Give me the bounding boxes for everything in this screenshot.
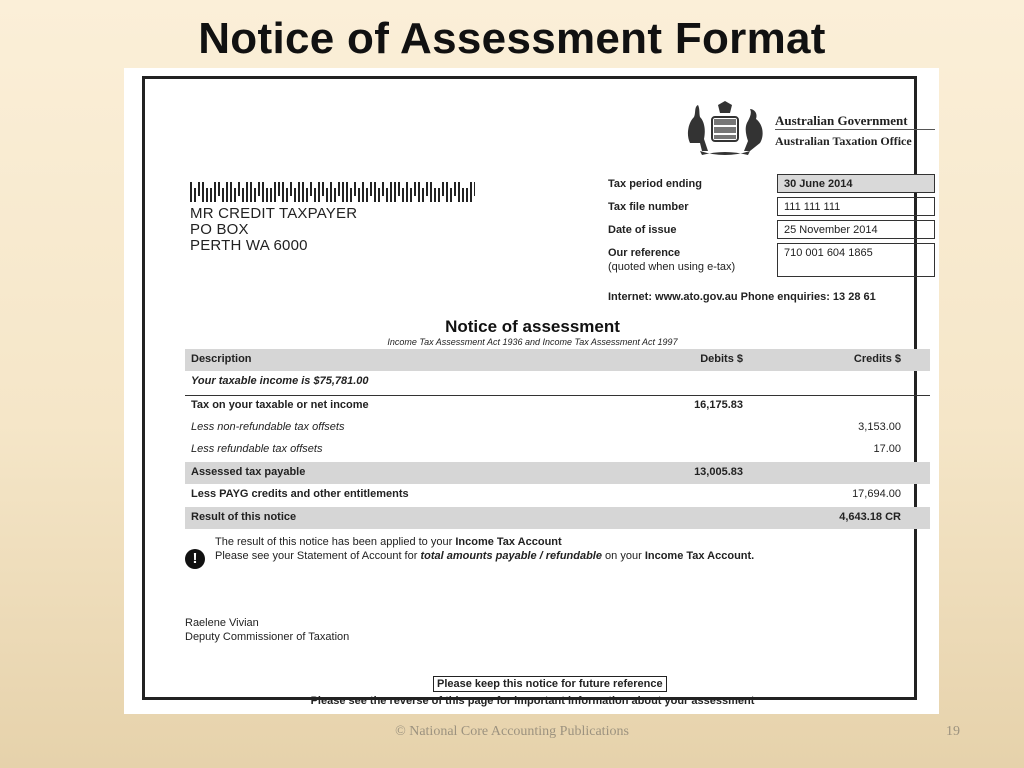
table-row — [185, 417, 930, 439]
notice-document — [142, 76, 917, 707]
notice-document-image — [124, 68, 939, 714]
table-row — [185, 395, 930, 417]
row-debit: 13,005.83 — [694, 466, 743, 478]
date-label: Date of issue — [608, 224, 677, 236]
ato-line: Australian Taxation Office — [775, 134, 912, 148]
table-row — [185, 484, 930, 506]
slide-title: Notice of Assessment Format — [198, 14, 826, 63]
alert-text: The result of this notice has been applied to your — [215, 536, 456, 548]
table-row — [185, 439, 930, 461]
table-row — [185, 507, 930, 529]
row-description: Less non-refundable tax offsets — [191, 421, 345, 433]
header-debits: Debits $ — [700, 353, 743, 365]
table-header — [185, 349, 930, 371]
addressee-line3: PERTH WA 6000 — [190, 237, 308, 254]
slide-footer: © National Core Accounting Publications — [395, 724, 629, 739]
tax-period-value: 30 June 2014 — [777, 174, 935, 193]
postal-barcode — [190, 182, 475, 202]
logo-divider — [775, 129, 935, 130]
signatory-name: Raelene Vivian — [185, 617, 259, 629]
page-number: 19 — [946, 724, 960, 739]
tfn-value: 111 111 111 — [777, 197, 935, 216]
date-value: 25 November 2014 — [777, 220, 935, 239]
alert-account: Income Tax Account. — [644, 550, 755, 562]
signatory-title: Deputy Commissioner of Taxation — [185, 631, 350, 643]
alert-text: Please see your Statement of Account for — [215, 550, 421, 562]
alert-amounts: total amounts payable / refundable — [420, 550, 602, 562]
row-description: Tax on your taxable or net income — [191, 399, 369, 411]
contact-line: Internet: www.ato.gov.au Phone enquiries: 13 28 61 — [608, 291, 876, 303]
tax-period-label: Tax period ending — [608, 178, 702, 190]
row-credit: 3,153.00 — [858, 421, 901, 433]
tfn-label: Tax file number — [608, 201, 689, 213]
gov-line: Australian Government — [775, 113, 908, 128]
alert-text: on your — [602, 550, 645, 562]
alert-line1 — [215, 536, 562, 548]
keep-notice: Please keep this notice for future reference — [433, 676, 667, 692]
row-description: Result of this notice — [191, 511, 297, 523]
row-description: Less PAYG credits and other entitlements — [191, 488, 409, 500]
table-row — [185, 371, 930, 393]
alert-line2 — [215, 550, 754, 562]
reference-sub: (quoted when using e-tax) — [608, 261, 736, 273]
row-credit: 17.00 — [873, 443, 901, 455]
table-row — [185, 462, 930, 484]
alert-account: Income Tax Account — [455, 536, 562, 548]
row-description: Your taxable income is $75,781.00 — [191, 375, 369, 387]
row-credit: 17,694.00 — [852, 488, 901, 500]
coat-of-arms-icon — [680, 99, 770, 157]
addressee-name: MR CREDIT TAXPAYER — [190, 205, 358, 222]
exclamation-icon: ! — [185, 549, 205, 569]
header-credits: Credits $ — [853, 353, 901, 365]
row-description: Less refundable tax offsets — [191, 443, 323, 455]
notice-title: Notice of assessment — [445, 317, 620, 336]
reverse-notice: Please see the reverse of this page for important information about your assessment — [310, 695, 755, 707]
row-debit: 16,175.83 — [694, 399, 743, 411]
notice-act: Income Tax Assessment Act 1936 and Income Tax Assessment Act 1997 — [387, 337, 678, 347]
reference-value: 710 001 604 1865 — [777, 243, 935, 277]
addressee-line2: PO BOX — [190, 221, 249, 238]
row-credit: 4,643.18 CR — [839, 511, 901, 523]
header-description: Description — [191, 353, 252, 365]
row-description: Assessed tax payable — [191, 466, 306, 478]
reference-label: Our reference — [608, 247, 681, 259]
